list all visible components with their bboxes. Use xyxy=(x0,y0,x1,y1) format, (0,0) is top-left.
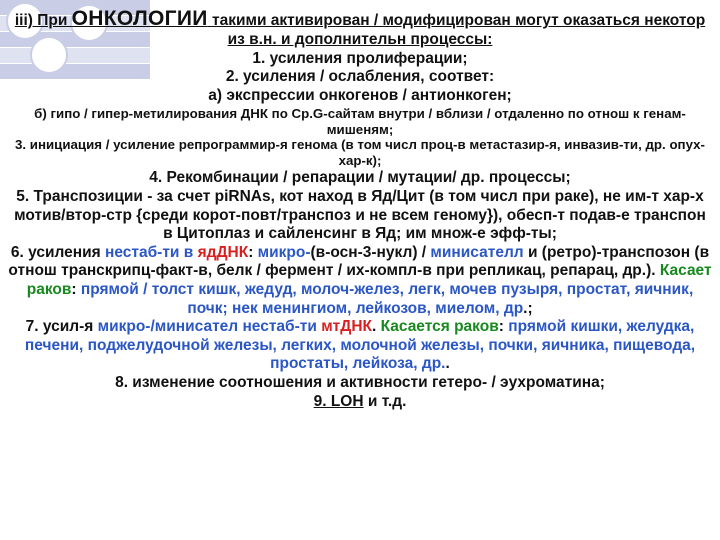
item-2b: б) гипо / гипер-метилирования ДНК по Ср.G-сайтам внутри / вблизи / отдаленно по отнош к генам-мишеням; xyxy=(34,105,686,137)
item-6-colon: : xyxy=(71,280,81,298)
item-9-etc: и т.д. xyxy=(363,392,407,410)
item-6-colon: : xyxy=(248,243,258,261)
item-6-cancers-label: Касает раков xyxy=(26,262,712,298)
item-9 xyxy=(8,393,712,412)
item-3: 3. инициация / усиление репрограммир-я генома (в том числ проц-в метастазир-я, инвазив-ти, др. опух-хар-к); xyxy=(15,137,705,169)
item-7 xyxy=(8,318,712,374)
item-7-cancer-list: прямой кишки, желудка, печени, поджелудочной железы, легких, молочной железы, почки, яичника, пищевода, простаты, лейкоза, др. xyxy=(24,318,696,373)
item-6-text: 6. усиления xyxy=(10,243,105,261)
item-4: 4. Рекомбинации / репарации / мутации/ др. процессы; xyxy=(149,169,571,187)
item-2: 2. усиления / ослабления, соответ: xyxy=(225,68,495,86)
title-rest: такими активирован / модифицирован могут оказаться некотор из в.н. и дополнительн процессы: xyxy=(207,12,706,49)
item-9-loh: 9. LOH xyxy=(313,392,364,410)
item-6-micro: микро- xyxy=(257,243,311,261)
item-6-text: и (ретро)-транспозон (в отнош транскрипц-факт-в, белк / фермент / их-компл-в при репликац, репарац, др.). xyxy=(8,243,710,280)
item-6-nuclear-dna: ядДНК xyxy=(197,243,249,261)
item-6-cancer-list: прямой / толст кишк, жедуд, молоч-желез, легк, мочев пузыря, простат, яичник, почк; нек менингиом, лейкозов, миелом, др xyxy=(80,280,694,317)
item-2a: а) экспрессии онкогенов / антионкоген; xyxy=(208,86,512,104)
item-8: 8. изменение соотношения и активности гетеро- / эухроматина; xyxy=(115,373,605,391)
item-7-dot: . xyxy=(371,318,381,336)
item-1: 1. усиления пролиферации; xyxy=(252,49,468,67)
item-6-instability: нестаб-ти в xyxy=(104,243,198,261)
title-prefix: iii) При xyxy=(14,12,72,29)
item-6-end: .; xyxy=(523,299,533,317)
item-5: 5. Транспозиции - за счет piRNAs, кот наход в Яд/Цит (в том числ при раке), не им-т хар-х мотив/втор-стр {среди корот-повт/транспоз и не всем геному}), обесп-т подав-е транспон в Цитоплаз и сайленсинг в Яд; им множ-е эфф-ты; xyxy=(14,187,706,243)
item-7-text: 7. усил-я xyxy=(25,318,98,336)
item-7-mito-dna: мтДНК xyxy=(321,318,372,336)
item-7-colon: : xyxy=(498,318,509,336)
item-6-minisatellite: минисателл xyxy=(430,243,524,261)
slide-title xyxy=(8,6,712,50)
item-7-instability: микро-/минисател нестаб-ти xyxy=(97,318,322,336)
item-7-end: . xyxy=(445,355,450,373)
item-6-text: (в-осн-3-нукл) / xyxy=(310,243,431,261)
item-6 xyxy=(8,244,712,318)
title-keyword: ОНКОЛОГИИ xyxy=(71,7,208,30)
item-7-cancers-label: Касается раков xyxy=(380,318,499,336)
slide-body xyxy=(8,6,712,411)
